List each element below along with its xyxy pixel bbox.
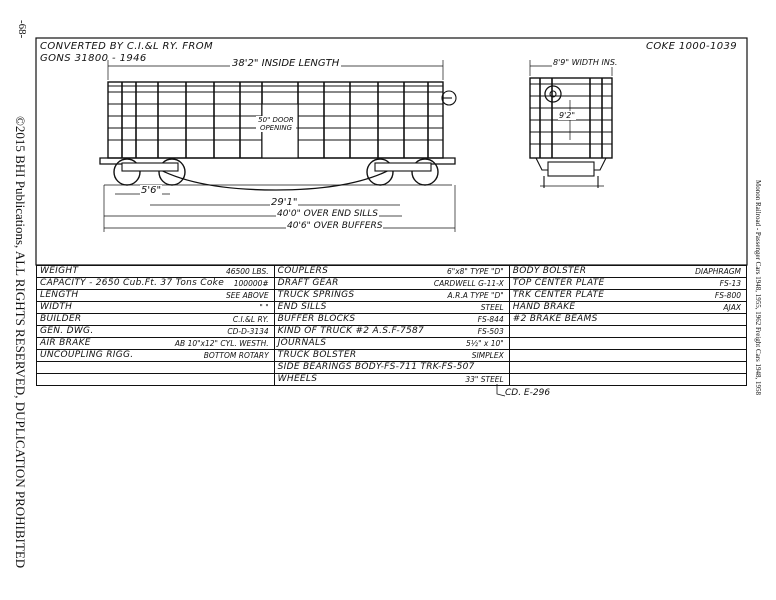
spec-value: A.R.A TYPE "D" [447,291,504,300]
page-number: -68- [16,20,28,39]
spec-label: TRUCK SPRINGS [277,290,355,300]
spec-cell [509,338,746,350]
spec-row [37,290,747,302]
spec-cell [509,374,746,386]
spec-row [37,326,747,338]
spec-value: CARDWELL G-11-X [433,279,504,288]
over-end-sills-label: 40'0" OVER END SILLS [277,209,379,219]
spec-value: 6"x8" TYPE "D" [446,267,504,276]
spec-cell [37,290,275,302]
spec-cell [37,302,275,314]
spec-cell [37,338,275,350]
spec-cell [274,302,509,314]
spec-label: SIDE BEARINGS BODY-FS-711 TRK-FS-507 [277,362,475,372]
spec-label: KIND OF TRUCK #2 A.S.F-7587 [277,326,425,336]
spec-value: SEE ABOVE [226,291,269,300]
spec-table [36,265,747,386]
spec-label: WIDTH [40,302,73,312]
spec-value: SIMPLEX [471,351,504,360]
spec-row [37,278,747,290]
spec-cell [37,374,275,386]
spec-value: 33" STEEL [465,375,504,384]
spec-cell [274,326,509,338]
spec-value: DIAPHRAGM [695,267,741,276]
side-caption: Monon Railroad - Passenger Cars 1948, 1955, 1962 Freight Cars 1948, 1958 [754,180,762,396]
spec-cell [274,266,509,278]
spec-label: CAPACITY - 2650 Cub.Ft. 37 Tons Coke [40,278,225,288]
door-opening-label: 50" DOOR OPENING [256,116,296,132]
spec-value: C.I.&L RY. [232,315,269,324]
side-elevation [100,82,456,190]
spec-cell [37,350,275,362]
spec-label: COUPLERS [277,266,329,276]
spec-value: AJAX [723,303,741,312]
spec-cell [274,338,509,350]
spec-cell [509,326,746,338]
spec-cell [509,290,746,302]
spec-label: GEN. DWG. [40,326,94,336]
spec-cell [509,302,746,314]
spec-row [37,362,747,374]
spec-cell [509,350,746,362]
spec-value: FS-844 [477,315,504,324]
spec-row [37,374,747,386]
spec-label: TOP CENTER PLATE [512,278,605,288]
inside-length-label: 38'2" INSIDE LENGTH [232,58,340,69]
spec-label: WEIGHT [40,266,79,276]
spec-cell [274,362,509,374]
spec-cell [37,314,275,326]
height-ins-label: 9'2" [559,111,576,120]
spec-label: WHEELS [277,374,318,384]
width-ins-label: 8'9" WIDTH INS. [553,58,618,67]
spec-row [37,338,747,350]
spec-row [37,350,747,362]
spec-cell [37,362,275,374]
spec-value: 5½" x 10" [466,339,504,348]
spec-cell [274,350,509,362]
truck-offset-label: 5'6" [141,185,162,196]
spec-value [741,314,743,325]
spec-cell [509,362,746,374]
spec-label: JOURNALS [277,338,327,348]
spec-cell [37,326,275,338]
copyright-notice: ©2015 BHI Publications, ALL RIGHTS RESERVED, DUPLICATION PROHIBITED [13,116,28,569]
spec-cell [37,278,275,290]
spec-label: TRUCK BOLSTER [277,350,357,360]
spec-value: FS-800 [714,291,741,300]
spec-row [37,266,747,278]
conversion-line-1: CONVERTED BY C.I.&L RY. FROM [40,41,214,52]
conversion-line-2: GONS 31800 - 1946 [40,53,147,64]
spec-row [37,314,747,326]
conversion-note [40,41,213,65]
end-elevation [530,60,612,188]
spec-value: 100000# [233,279,269,288]
spec-label: BUFFER BLOCKS [277,314,356,324]
spec-label: END SILLS [277,302,327,312]
spec-value: FS-503 [477,327,504,336]
spec-label: AIR BRAKE [40,338,91,348]
spec-cell [274,374,509,386]
spec-cell [274,314,509,326]
spec-row [37,302,747,314]
spec-label: LENGTH [40,290,79,300]
car-title: COKE 1000-1039 [646,41,738,52]
over-buffers-label: 40'6" OVER BUFFERS [287,221,383,231]
spec-label: TRK CENTER PLATE [512,290,605,300]
spec-label: HAND BRAKE [512,302,576,312]
spec-cell [509,278,746,290]
truck-centers-label: 29'1" [271,197,298,208]
spec-cell [37,266,275,278]
spec-value [504,362,506,373]
spec-cell [509,314,746,326]
spec-value: " " [259,303,269,312]
spec-value: 46500 LBS. [225,267,269,276]
spec-value: FS-13 [719,279,741,288]
drawing-frame [36,38,747,265]
spec-cell [274,290,509,302]
spec-label: DRAFT GEAR [277,278,339,288]
spec-cell [274,278,509,290]
spec-value: AB 10"x12" CYL. WESTH. [174,339,269,348]
spec-value: CD-D-3134 [227,327,269,336]
spec-label: BUILDER [40,314,82,324]
footnote: CD. E-296 [505,388,551,398]
spec-value: BOTTOM ROTARY [203,351,269,360]
spec-label: UNCOUPLING RIGG. [40,350,134,360]
spec-value: STEEL [480,303,504,312]
spec-label: #2 BRAKE BEAMS [512,314,598,324]
spec-cell [509,266,746,278]
spec-label: BODY BOLSTER [512,266,587,276]
